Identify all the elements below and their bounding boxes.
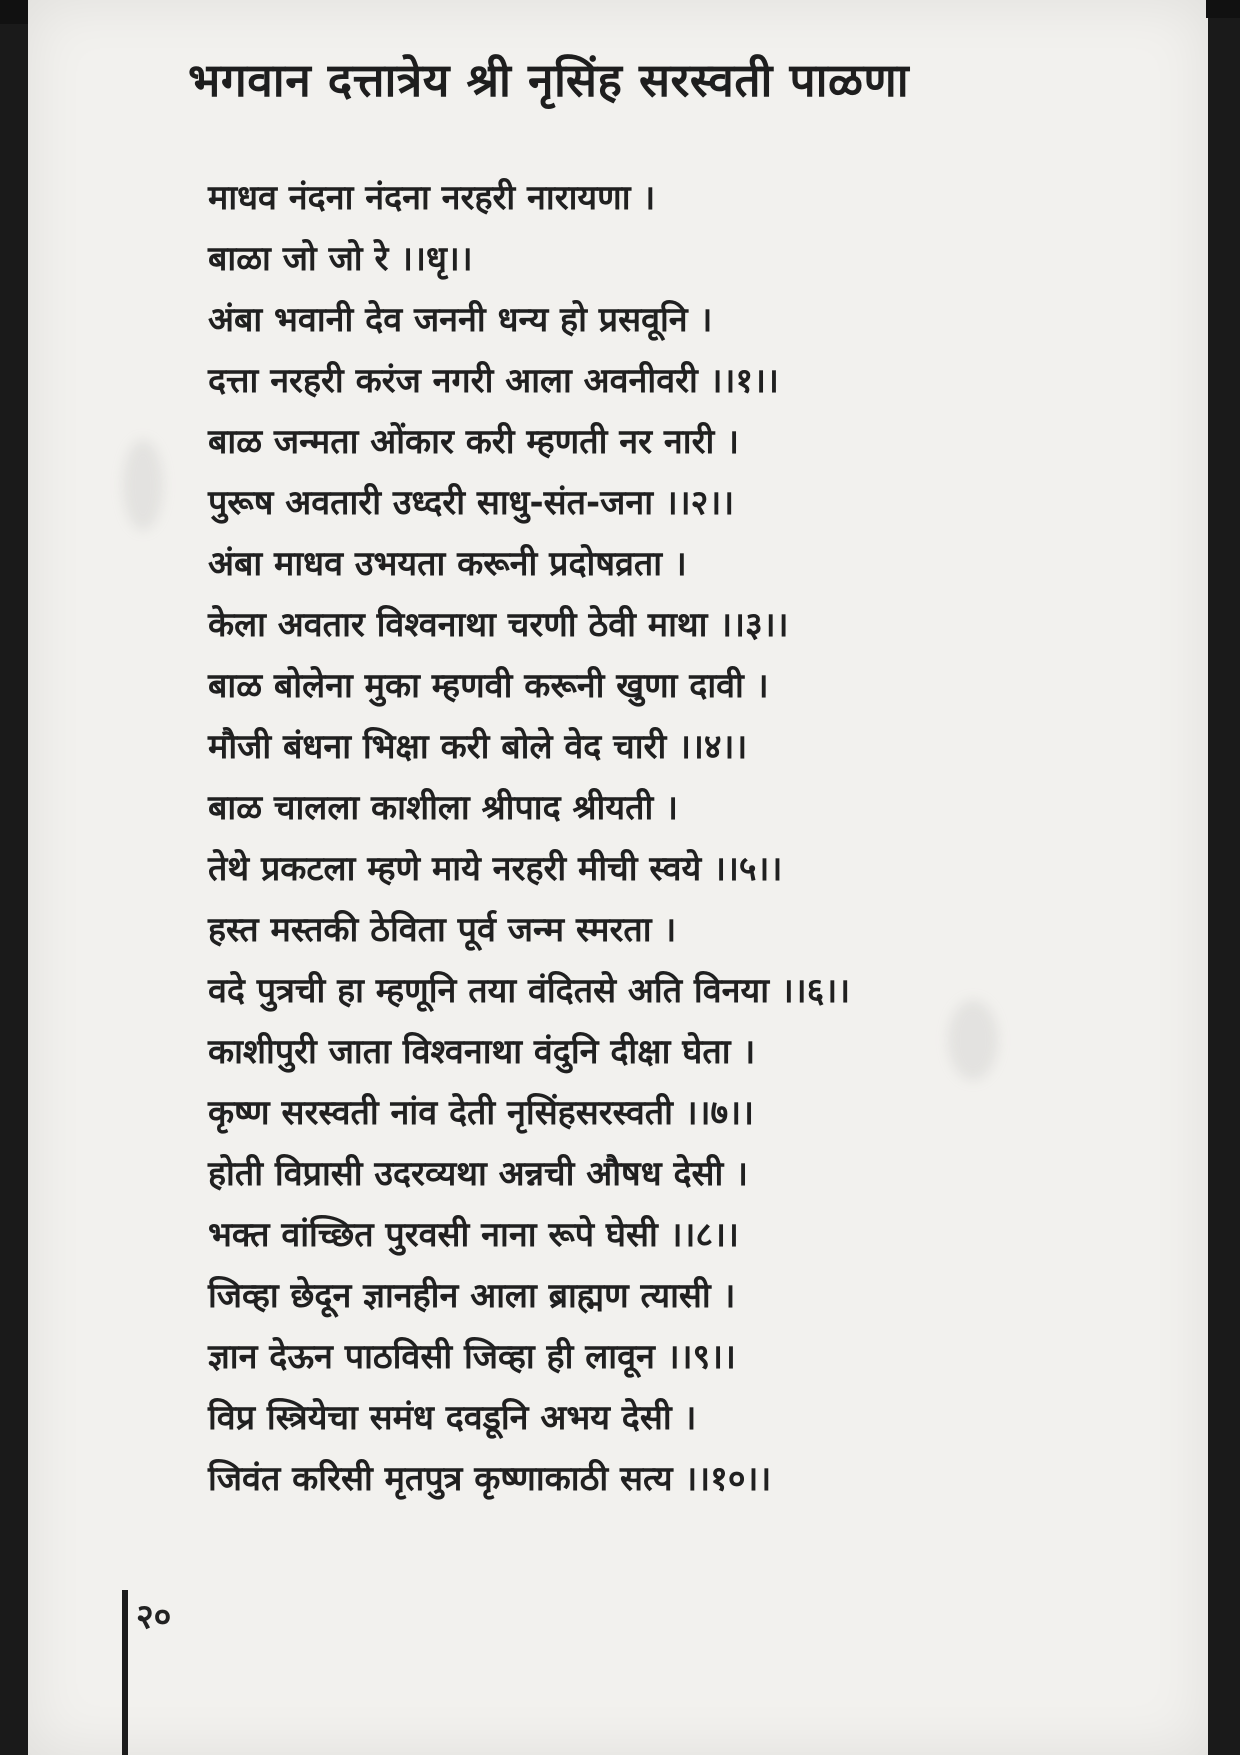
verse-line: अंबा माधव उभयता करूनी प्रदोषव्रता । bbox=[208, 544, 687, 584]
verse-line: पुरूष अवतारी उध्दरी साधु-संत-जना ।।२।। bbox=[208, 483, 735, 523]
verse-line: तेथे प्रकटला म्हणे माये नरहरी मीची स्वये ।।५।। bbox=[208, 849, 783, 889]
page-smudge bbox=[123, 440, 163, 530]
verse-line: ज्ञान देऊन पाठविसी जिव्हा ही लावून ।।९।। bbox=[208, 1337, 736, 1377]
verse-line: काशीपुरी जाता विश्वनाथा वंदुनि दीक्षा घेता । bbox=[208, 1032, 756, 1072]
verse-line: बाळा जो जो रे ।।धृ।। bbox=[208, 239, 473, 279]
page-number-rule bbox=[122, 1590, 128, 1755]
verse-list bbox=[208, 168, 1128, 1510]
verse-line: बाळ जन्मता ओंकार करी म्हणती नर नारी । bbox=[208, 422, 740, 462]
verse-line: जिवंत करिसी मृतपुत्र कृष्णाकाठी सत्य ।।१०।। bbox=[208, 1459, 772, 1499]
page-number: २० bbox=[136, 1597, 172, 1637]
page-title: भगवान दत्तात्रेय श्री नृसिंह सरस्वती पाळणा bbox=[188, 53, 910, 107]
verse-line: विप्र स्त्रियेचा समंध दवडूनि अभय देसी । bbox=[208, 1398, 697, 1438]
book-page bbox=[28, 0, 1208, 1755]
verse-line: होती विप्रासी उदरव्यथा अन्नची औषध देसी । bbox=[208, 1154, 749, 1194]
verse-line: कृष्ण सरस्वती नांव देती नृसिंहसरस्वती ।।७।। bbox=[208, 1093, 754, 1133]
verse-line: जिव्हा छेदून ज्ञानहीन आला ब्राह्मण त्यासी । bbox=[208, 1276, 736, 1316]
background-corner bbox=[0, 0, 28, 24]
background-corner bbox=[1206, 0, 1240, 18]
verse-line: बाळ चालला काशीला श्रीपाद श्रीयती । bbox=[208, 788, 678, 828]
verse-line: केला अवतार विश्वनाथा चरणी ठेवी माथा ।।३।। bbox=[208, 605, 789, 645]
verse-line: माधव नंदना नंदना नरहरी नारायणा । bbox=[208, 178, 656, 218]
verse-line: भक्त वांच्छित पुरवसी नाना रूपे घेसी ।।८।। bbox=[208, 1215, 739, 1255]
verse-line: मौजी बंधना भिक्षा करी बोले वेद चारी ।।४।। bbox=[208, 727, 748, 767]
verse-line: बाळ बोलेना मुका म्हणवी करूनी खुणा दावी । bbox=[208, 666, 769, 706]
verse-line: दत्ता नरहरी करंज नगरी आला अवनीवरी ।।१।। bbox=[208, 361, 779, 401]
verse-line: वदे पुत्रची हा म्हणूनि तया वंदितसे अति विनया ।।६।। bbox=[208, 971, 851, 1011]
verse-line: हस्त मस्तकी ठेविता पूर्व जन्म स्मरता । bbox=[208, 910, 677, 950]
verse-line: अंबा भवानी देव जननी धन्य हो प्रसवूनि । bbox=[208, 300, 713, 340]
